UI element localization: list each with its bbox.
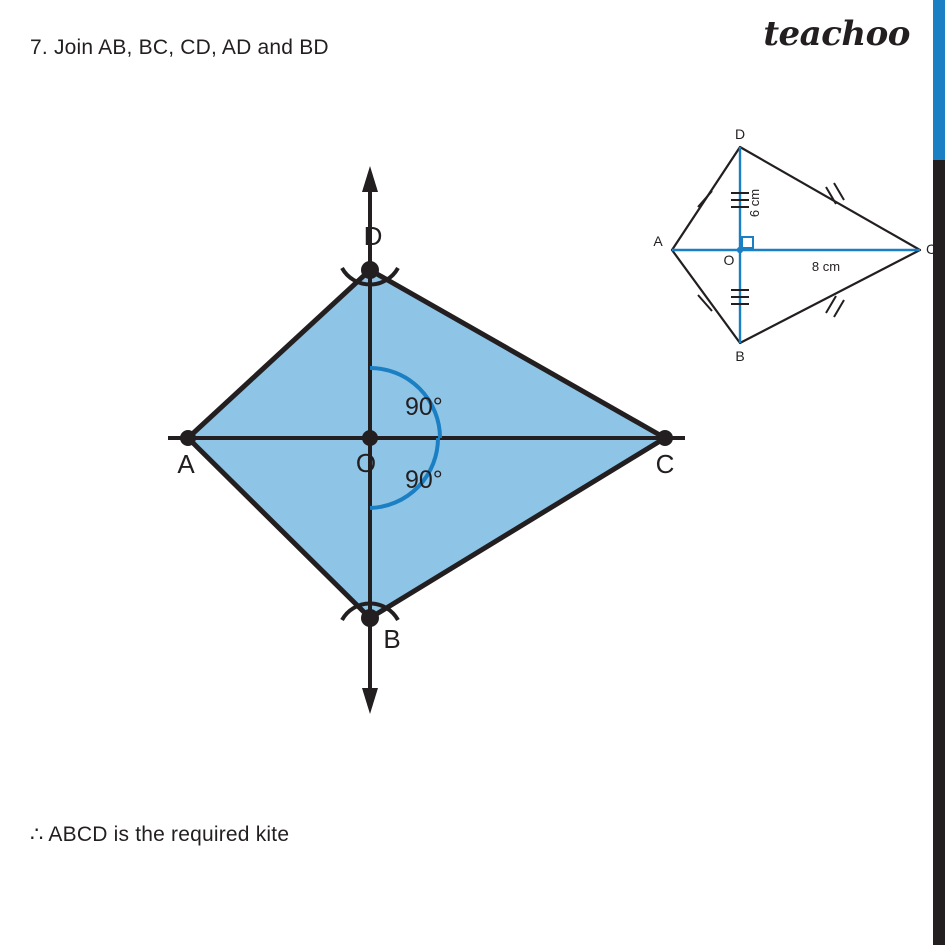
label-c: C [655, 449, 675, 479]
label-d: D [363, 221, 383, 251]
mini-kite-figure [630, 125, 940, 375]
label-a: A [177, 449, 195, 479]
arrow-up-icon [362, 166, 378, 192]
angle-label-upper: 90° [405, 393, 443, 421]
vertex-dot-d [361, 261, 379, 279]
tick-marks-dc [826, 183, 844, 204]
mini-vertex-dot-o [737, 247, 743, 253]
conclusion-text: ∴ ABCD is the required kite [30, 823, 290, 846]
vertex-dot-b [361, 609, 379, 627]
mini-label-d: D [734, 126, 746, 142]
right-angle-marker [742, 237, 753, 248]
vertex-dot-c [657, 430, 673, 446]
teachoo-logo: teachoo [763, 14, 910, 54]
mini-label-c: C [925, 241, 937, 257]
vertex-dot-a [180, 430, 196, 446]
kite-shape-fill [188, 270, 665, 618]
mini-dimension-horizontal: 8 cm [811, 259, 841, 274]
vertex-dot-o [362, 430, 378, 446]
mini-label-a: A [653, 233, 663, 249]
mini-label-o: O [723, 252, 735, 268]
step-instruction-text: 7. Join AB, BC, CD, AD and BD [30, 36, 329, 59]
tick-mark-ad [698, 191, 712, 207]
tick-marks-bc [826, 296, 844, 317]
mini-kite-outline [672, 147, 920, 343]
angle-label-lower: 90° [405, 466, 443, 494]
mini-dimension-vertical: 6 cm [747, 188, 762, 218]
label-o: O [355, 448, 377, 478]
mini-label-b: B [735, 348, 745, 364]
label-b: B [383, 624, 401, 654]
arrow-down-icon [362, 688, 378, 714]
